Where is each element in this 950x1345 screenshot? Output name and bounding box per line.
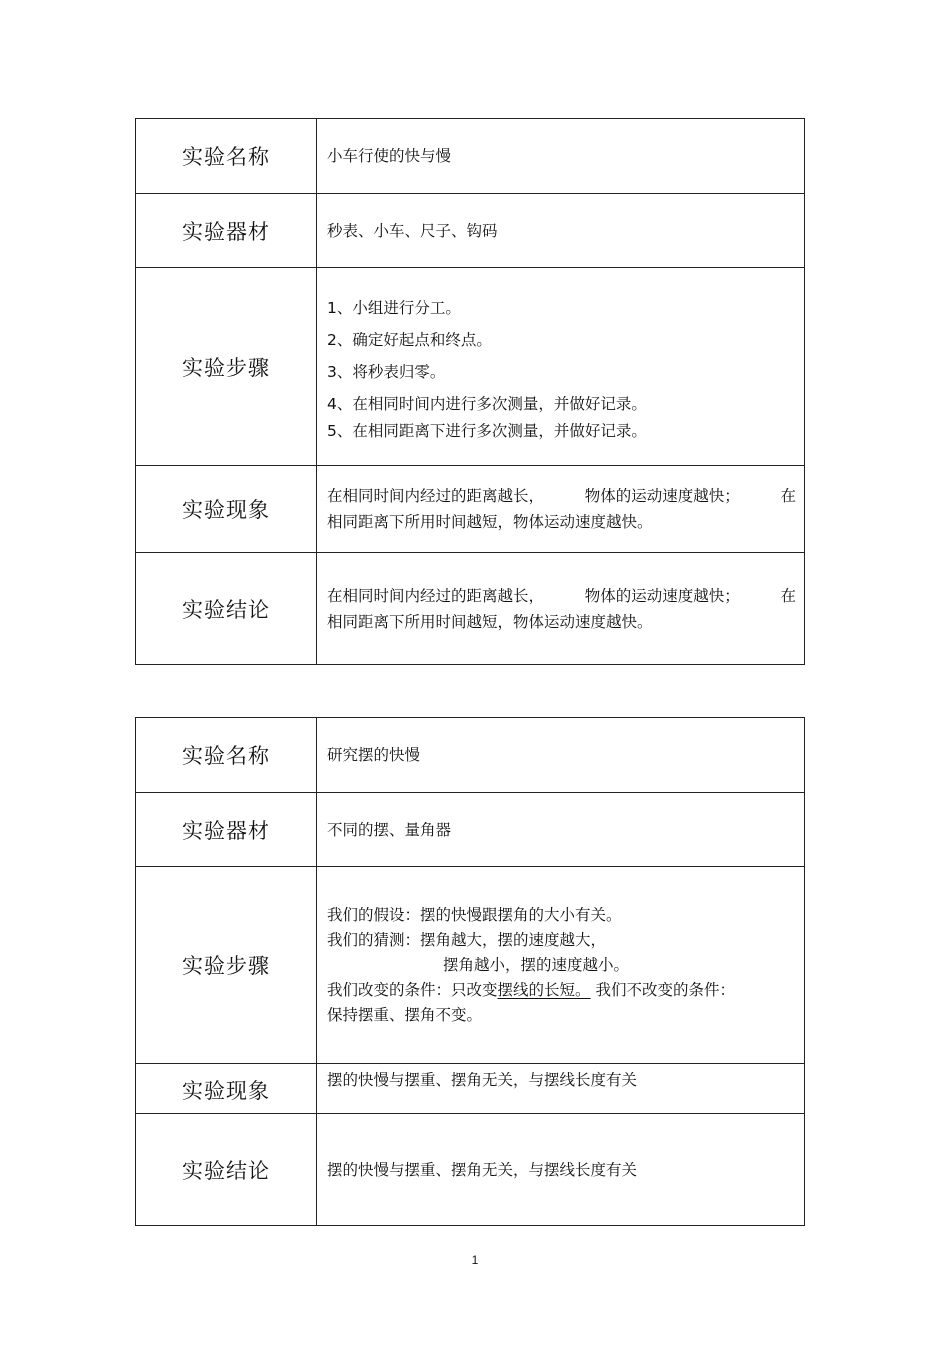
label-phenomenon: 实验现象 [136,1064,317,1114]
conclusion-text-c: 在 [780,586,796,605]
step-item: 1、小组进行分工。 [327,298,461,317]
phenomenon-text-b: 物体的运动速度越快； [584,487,740,505]
step-item: 3、将秒表归零。 [327,362,446,381]
row-name [136,119,805,194]
row-conclusion [136,553,805,665]
label-materials: 实验器材 [136,793,317,867]
value-conclusion [317,553,805,665]
value-phenomenon: 摆的快慢与摆重、摆角无关，与摆线长度有关 [317,1064,805,1114]
value-experiment-name: 小车行使的快与慢 [317,119,805,194]
step-item: 2、确定好起点和终点。 [327,330,492,349]
experiment-table-pendulum [135,717,805,1226]
phenomenon-text-c: 在 [780,487,796,505]
conclusion-text-a: 在相同时间内经过的距离越长， [327,586,545,605]
steps-list [327,903,796,1028]
step-constants: 保持摆重、摆角不变。 [327,1005,483,1024]
label-conclusion: 实验结论 [136,553,317,665]
step-guess-continued: 摆角越小，摆的速度越小。 [443,955,630,974]
conclusion-line-1 [327,583,796,609]
row-phenomenon [136,1064,805,1114]
phenomenon-line-2: 相同距离下所用时间越短，物体运动速度越快。 [327,513,653,531]
step-item: 5、在相同距离下进行多次测量，并做好记录。 [327,421,647,440]
label-phenomenon: 实验现象 [136,466,317,553]
row-name [136,718,805,793]
label-conclusion: 实验结论 [136,1114,317,1226]
row-materials [136,194,805,268]
experiment-table-car [135,118,805,665]
step-guess: 我们的猜测：摆角越大，摆的速度越大， [327,930,607,949]
value-materials: 秒表、小车、尺子、钩码 [317,194,805,268]
phenomenon-line-1 [327,483,796,509]
row-conclusion [136,1114,805,1226]
conclusion-line-2: 相同距离下所用时间越短，物体运动速度越快。 [327,612,653,631]
steps-list [327,292,796,442]
label-steps: 实验步骤 [136,268,317,466]
step-item: 4、在相同时间内进行多次测量，并做好记录。 [327,394,647,413]
value-steps [317,867,805,1064]
variables-text-c: 我们不改变的条件： [595,980,735,999]
row-steps [136,268,805,466]
value-phenomenon [317,466,805,553]
value-experiment-name: 研究摆的快慢 [317,718,805,793]
value-materials: 不同的摆、量角器 [317,793,805,867]
variables-text-a: 我们改变的条件：只改变 [327,980,498,999]
value-steps [317,268,805,466]
phenomenon-text-a: 在相同时间内经过的距离越长， [327,487,545,505]
label-steps: 实验步骤 [136,867,317,1064]
step-hypothesis: 我们的假设：摆的快慢跟摆角的大小有关。 [327,905,622,924]
row-steps [136,867,805,1064]
label-experiment-name: 实验名称 [136,718,317,793]
variables-text-underlined: 摆线的长短。 [497,980,591,999]
conclusion-text-b: 物体的运动速度越快； [584,586,740,605]
label-experiment-name: 实验名称 [136,119,317,194]
value-conclusion: 摆的快慢与摆重、摆角无关，与摆线长度有关 [317,1114,805,1226]
step-variables [327,978,796,1003]
row-materials [136,793,805,867]
row-phenomenon [136,466,805,553]
label-materials: 实验器材 [136,194,317,268]
page-number: 1 [471,1253,479,1267]
